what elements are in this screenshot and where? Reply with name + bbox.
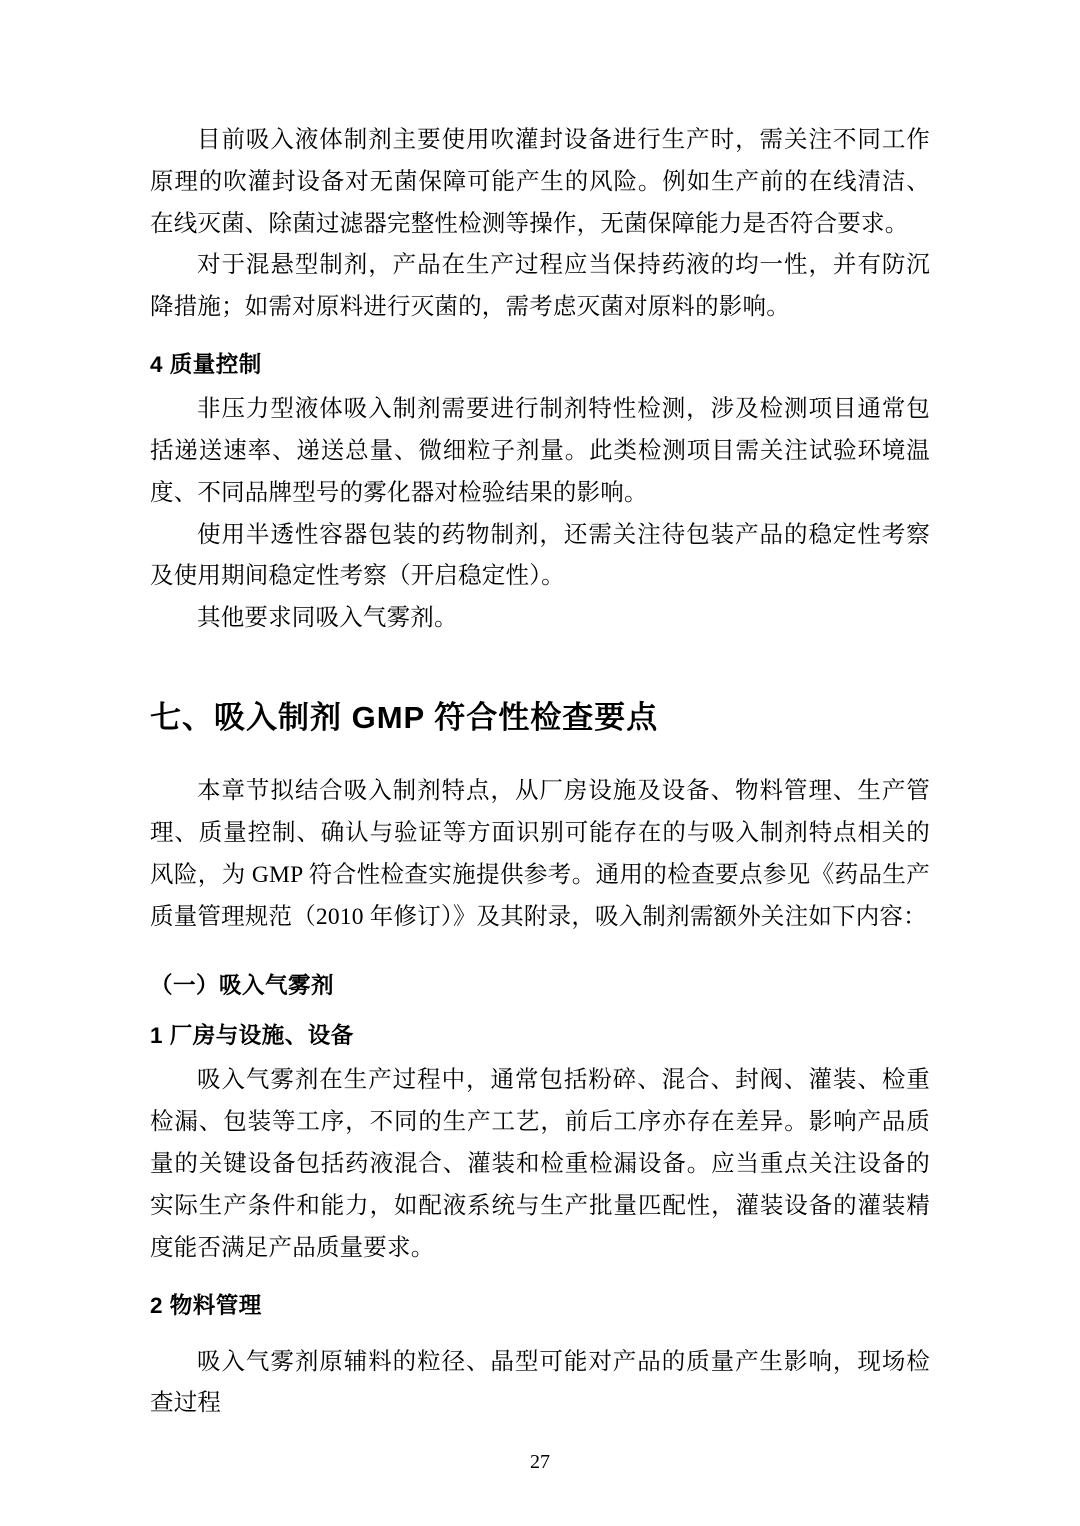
- heading-facility-equipment: 1 厂房与设施、设备: [150, 1023, 354, 1049]
- paragraph-chapter-intro: 本章节拟结合吸入制剂特点，从厂房设施及设备、物料管理、生产管理、质量控制、确认与验证等方面识别可能存在的与吸入制剂特点相关的风险，为 GMP 符合性检查实施提供参考。通用的检查要点参见《药品生产质量管理规范（2010 年修订）》及其附录，吸入制剂需额外关注如下内容：: [150, 778, 930, 930]
- heading-quality-control: 4 质量控制: [150, 352, 262, 378]
- heading-inhalation-aerosol: （一）吸入气雾剂: [150, 973, 335, 999]
- paragraph-suspension-formulation: 对于混悬型制剂，产品在生产过程应当保持药液的均一性，并有防沉降措施；如需对原料进行灭菌的，需考虑灭菌对原料的影响。: [150, 252, 930, 321]
- page-number: 27: [530, 1451, 550, 1473]
- paragraph-nonpressurized-testing: 非压力型液体吸入制剂需要进行制剂特性检测，涉及检测项目通常包括递送速率、递送总量、微细粒子剂量。此类检测项目需关注试验环境温度、不同品牌型号的雾化器对检验结果的影响。: [150, 396, 930, 506]
- paragraph-blow-fill-seal: 目前吸入液体制剂主要使用吹灌封设备进行生产时，需关注不同工作原理的吹灌封设备对无菌保障可能产生的风险。例如生产前的在线清洁、在线灭菌、除菌过滤器完整性检测等操作，无菌保障能力是否符合要求。: [150, 127, 930, 237]
- paragraph-other-requirements: 其他要求同吸入气雾剂。: [197, 605, 458, 632]
- section-title-gmp-inspection: 七、吸入制剂 GMP 符合性检查要点: [150, 700, 659, 736]
- paragraph-semipermeable-container: 使用半透性容器包装的药物制剂，还需关注待包装产品的稳定性考察及使用期间稳定性考察（开启稳定性）。: [150, 521, 930, 590]
- paragraph-material-particle-size: 吸入气雾剂原辅料的粒径、晶型可能对产品的质量产生影响，现场检查过程: [150, 1348, 930, 1417]
- heading-material-management: 2 物料管理: [150, 1292, 262, 1318]
- paragraph-aerosol-process: 吸入气雾剂在生产过程中，通常包括粉碎、混合、封阀、灌装、检重检漏、包装等工序，不同的生产工艺，前后工序亦存在差异。影响产品质量的关键设备包括药液混合、灌装和检重检漏设备。应当重点关注设备的实际生产条件和能力，如配液系统与生产批量匹配性，灌装设备的灌装精度能否满足产品质量要求。: [150, 1067, 930, 1261]
